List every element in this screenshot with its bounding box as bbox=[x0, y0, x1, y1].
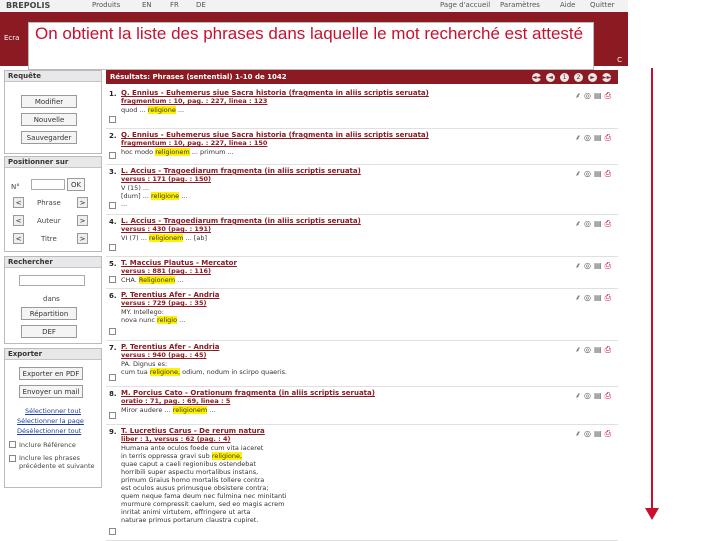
search-hit: Religionem bbox=[138, 276, 176, 284]
include-reference-checkbox[interactable] bbox=[9, 441, 16, 448]
text-after: ... primum ... bbox=[189, 148, 234, 156]
sentence-line bbox=[121, 508, 250, 516]
result-number: 1. bbox=[109, 90, 117, 98]
author-label: Auteur bbox=[37, 217, 61, 225]
document-icon[interactable]: ▤ bbox=[594, 91, 605, 100]
text-before: ... bbox=[121, 200, 128, 208]
dans-label: dans bbox=[43, 295, 60, 303]
panel-title: Rechercher bbox=[5, 257, 101, 268]
result-icons bbox=[575, 132, 614, 143]
phrase-label: Phrase bbox=[37, 199, 61, 207]
result-icons bbox=[575, 260, 614, 271]
panel-rechercher bbox=[4, 256, 102, 344]
result-icons bbox=[575, 390, 614, 401]
text-before: est oculos ausus primusque obsistere contra; bbox=[121, 484, 269, 492]
text-before: murmure compressit caelum, sed eo magis acrem bbox=[121, 500, 285, 508]
result-number: 9. bbox=[109, 428, 117, 436]
number-label: N° bbox=[11, 183, 20, 191]
page-2-button[interactable]: 2 bbox=[574, 73, 583, 82]
result-reference-link[interactable]: P. Terentius Afer - Andria bbox=[121, 291, 220, 299]
text-before: hoc modo bbox=[121, 148, 156, 156]
number-input[interactable] bbox=[31, 179, 65, 190]
page-1-button[interactable]: 1 bbox=[560, 73, 569, 82]
document-icon[interactable]: ▤ bbox=[594, 429, 605, 438]
result-number: 3. bbox=[109, 168, 117, 176]
result-number: 8. bbox=[109, 390, 117, 398]
result-icons bbox=[575, 218, 614, 229]
pdf-icon[interactable]: ⎙ bbox=[604, 391, 614, 400]
repartition-button[interactable]: Répartition bbox=[21, 307, 77, 320]
result-icons bbox=[575, 344, 614, 355]
save-button[interactable]: Sauvegarder bbox=[21, 131, 77, 144]
nav-en[interactable]: EN bbox=[142, 1, 152, 9]
deselect-all-link[interactable]: Désélectionner tout bbox=[17, 427, 82, 435]
last-page-button[interactable]: ►► bbox=[602, 74, 612, 81]
result-location-link[interactable]: fragmentum : 10, pag. : 227, linea : 150 bbox=[121, 139, 268, 147]
text-before: Miror audere ... bbox=[121, 406, 173, 414]
document-icon[interactable]: ▤ bbox=[594, 169, 605, 178]
sentence-line bbox=[121, 360, 167, 368]
send-mail-button[interactable]: Envoyer un mail bbox=[19, 385, 83, 398]
result-location-link[interactable]: versus : 881 (pag. : 116) bbox=[121, 267, 211, 275]
text-before: MY. Intellego: bbox=[121, 308, 164, 316]
result-checkbox[interactable] bbox=[109, 152, 116, 159]
include-context-label: Inclure les phrases précédente et suivante bbox=[19, 454, 95, 470]
text-before: V (15) ... bbox=[121, 184, 150, 192]
search-hit: religionem bbox=[155, 148, 190, 156]
sentence-line bbox=[121, 200, 127, 208]
text-before: PA. Dignus es: bbox=[121, 360, 168, 368]
next-author-button[interactable]: > bbox=[77, 215, 88, 226]
text-before: cum tua bbox=[121, 368, 150, 376]
panel-exporter bbox=[4, 348, 102, 488]
next-page-button[interactable]: ► bbox=[588, 73, 597, 82]
document-icon[interactable]: ▤ bbox=[594, 293, 605, 302]
tree-icon[interactable]: ⸙ bbox=[575, 345, 585, 354]
text-before: quod ... bbox=[121, 106, 148, 114]
result-row bbox=[106, 88, 618, 129]
pdf-icon[interactable]: ⎙ bbox=[604, 261, 614, 270]
sidebar bbox=[4, 70, 102, 540]
text-after: ... [ab] bbox=[183, 234, 207, 242]
search-hit: religione, bbox=[211, 452, 243, 460]
prev-page-button[interactable]: ◄ bbox=[546, 73, 555, 82]
compass-icon[interactable]: ◎ bbox=[584, 345, 595, 354]
search-input[interactable] bbox=[19, 275, 85, 286]
result-row bbox=[106, 342, 618, 387]
result-checkbox[interactable] bbox=[109, 528, 116, 535]
scroll-arrow-line bbox=[651, 68, 653, 512]
new-button[interactable]: Nouvelle bbox=[21, 113, 77, 126]
result-row bbox=[106, 166, 618, 215]
result-checkbox[interactable] bbox=[109, 374, 116, 381]
text-before: quae caput a caeli regionibus ostendebat bbox=[121, 460, 256, 468]
pdf-icon[interactable]: ⎙ bbox=[604, 219, 614, 228]
tree-icon[interactable]: ⸙ bbox=[575, 133, 585, 142]
result-reference-link[interactable]: Q. Ennius - Euhemerus siue Sacra historia (fragmenta in aliis scriptis seruata) bbox=[121, 131, 429, 139]
panel-title: Exporter bbox=[5, 349, 101, 360]
pdf-icon[interactable]: ⎙ bbox=[604, 133, 614, 142]
next-phrase-button[interactable]: > bbox=[77, 197, 88, 208]
results-header-label: Résultats: Phrases (sentential) 1-10 de 1042 bbox=[110, 73, 287, 81]
result-icons bbox=[575, 168, 614, 179]
first-page-button[interactable]: ◄◄ bbox=[532, 74, 542, 81]
tree-icon[interactable]: ⸙ bbox=[575, 429, 585, 438]
sentence-line bbox=[121, 492, 286, 500]
select-all-link[interactable]: Sélectionner tout bbox=[25, 407, 82, 415]
result-number: 5. bbox=[109, 260, 117, 268]
result-row bbox=[106, 258, 618, 289]
document-icon[interactable]: ▤ bbox=[594, 133, 605, 142]
results-panel bbox=[106, 70, 618, 540]
export-pdf-button[interactable]: Exporter en PDF bbox=[19, 367, 83, 380]
panel-title: Requête bbox=[5, 71, 101, 82]
select-page-link[interactable]: Sélectionner la page bbox=[17, 417, 84, 425]
result-checkbox[interactable] bbox=[109, 412, 116, 419]
result-reference-link[interactable]: L. Accius - Tragoediarum fragmenta (in aliis scriptis seruata) bbox=[121, 217, 361, 225]
result-row bbox=[106, 388, 618, 425]
text-after: ... bbox=[177, 316, 186, 324]
result-location-link[interactable]: fragmentum : 10, pag. : 227, linea : 123 bbox=[121, 97, 268, 105]
nav-help[interactable]: Aide bbox=[560, 1, 576, 9]
search-hit: religione bbox=[150, 192, 180, 200]
text-after: ... bbox=[175, 276, 184, 284]
ok-button[interactable]: OK bbox=[67, 178, 85, 191]
result-location-link[interactable]: versus : 940 (pag. : 45) bbox=[121, 351, 207, 359]
search-hit: religionem bbox=[148, 234, 184, 242]
result-row bbox=[106, 216, 618, 257]
result-location-link[interactable]: versus : 171 (pag. : 150) bbox=[121, 175, 211, 183]
text-after: ... bbox=[207, 406, 216, 414]
compass-icon[interactable]: ◎ bbox=[584, 169, 595, 178]
sentence-line bbox=[121, 316, 185, 324]
panel-title: Positionner sur bbox=[5, 157, 101, 168]
prev-title-button[interactable]: < bbox=[13, 233, 24, 244]
result-row bbox=[106, 290, 618, 341]
scroll-arrow-head bbox=[645, 508, 659, 520]
result-number: 6. bbox=[109, 292, 117, 300]
sentence-line bbox=[121, 106, 184, 114]
text-before: naturae primus portarum claustra cupiret. bbox=[121, 516, 259, 524]
sentence-line bbox=[121, 368, 287, 376]
sentence-line bbox=[121, 184, 149, 192]
compass-icon[interactable]: ◎ bbox=[584, 261, 595, 270]
sentence-line bbox=[121, 460, 256, 468]
text-before: inritat animi virtutem, effringere ut arta bbox=[121, 508, 251, 516]
result-checkbox[interactable] bbox=[109, 202, 116, 209]
sentence-line bbox=[121, 452, 242, 460]
result-row bbox=[106, 426, 618, 541]
prev-author-button[interactable]: < bbox=[13, 215, 24, 226]
header-right-label: C bbox=[617, 56, 622, 64]
compass-icon[interactable]: ◎ bbox=[584, 91, 595, 100]
document-icon[interactable]: ▤ bbox=[594, 391, 605, 400]
prev-phrase-button[interactable]: < bbox=[13, 197, 24, 208]
next-title-button[interactable]: > bbox=[77, 233, 88, 244]
result-number: 4. bbox=[109, 218, 117, 226]
document-icon[interactable]: ▤ bbox=[594, 219, 605, 228]
search-hit: religio bbox=[157, 316, 178, 324]
title-label: Titre bbox=[41, 235, 57, 243]
header-left-label: Ecra bbox=[4, 34, 20, 42]
tree-icon[interactable]: ⸙ bbox=[575, 219, 585, 228]
result-checkbox[interactable] bbox=[109, 116, 116, 123]
result-location-link[interactable]: versus : 729 (pag. : 35) bbox=[121, 299, 207, 307]
text-after: ... bbox=[179, 192, 188, 200]
nav-home[interactable]: Page d'accueil bbox=[440, 1, 491, 9]
result-reference-link[interactable]: L. Accius - Tragoediarum fragmenta (in aliis scriptis seruata) bbox=[121, 167, 361, 175]
tree-icon[interactable]: ⸙ bbox=[575, 91, 585, 100]
result-reference-link[interactable]: Q. Ennius - Euhemerus siue Sacra historia (fragmenta in aliis scriptis seruata) bbox=[121, 89, 429, 97]
pdf-icon[interactable]: ⎙ bbox=[604, 169, 614, 178]
compass-icon[interactable]: ◎ bbox=[584, 219, 595, 228]
panel-positionner bbox=[4, 156, 102, 252]
pdf-icon[interactable]: ⎙ bbox=[604, 293, 614, 302]
result-checkbox[interactable] bbox=[109, 328, 116, 335]
result-icons bbox=[575, 292, 614, 303]
tree-icon[interactable]: ⸙ bbox=[575, 391, 585, 400]
sentence-line bbox=[121, 476, 264, 484]
compass-icon[interactable]: ◎ bbox=[584, 133, 595, 142]
text-before: VI (7) ... bbox=[121, 234, 149, 242]
sentence-line bbox=[121, 192, 187, 200]
compass-icon[interactable]: ◎ bbox=[584, 429, 595, 438]
text-after: odium, nodum in scirpo quaeris. bbox=[180, 368, 288, 376]
text-after: ... bbox=[175, 106, 185, 114]
document-icon[interactable]: ▤ bbox=[594, 345, 605, 354]
brepolis-logo: BREPOLIS bbox=[6, 1, 51, 10]
sentence-line bbox=[121, 468, 258, 476]
tree-icon[interactable]: ⸙ bbox=[575, 169, 585, 178]
result-location-link[interactable]: oratio : 71, pag. : 69, linea : 5 bbox=[121, 397, 231, 405]
sentence-line bbox=[121, 308, 164, 316]
text-before: nova nunc bbox=[121, 316, 157, 324]
result-icons bbox=[575, 90, 614, 101]
sentence-line bbox=[121, 276, 183, 284]
include-context-checkbox[interactable] bbox=[9, 455, 16, 462]
sentence-line bbox=[121, 444, 263, 452]
nav-fr[interactable]: FR bbox=[170, 1, 179, 9]
nav-settings[interactable]: Paramètres bbox=[500, 1, 540, 9]
results-header bbox=[106, 70, 618, 84]
sentence-line bbox=[121, 484, 269, 492]
result-reference-link[interactable]: P. Terentius Afer - Andria bbox=[121, 343, 220, 351]
tree-icon[interactable]: ⸙ bbox=[575, 293, 585, 302]
nav-quit[interactable]: Quitter bbox=[590, 1, 615, 9]
pdf-icon[interactable]: ⎙ bbox=[604, 345, 614, 354]
text-before: CHA. bbox=[121, 276, 139, 284]
text-before: quem neque fama deum nec fulmina nec minitanti bbox=[121, 492, 287, 500]
text-before: [dum] ... bbox=[121, 192, 151, 200]
text-before: in terris oppressa gravi sub bbox=[121, 452, 212, 460]
nav-produits[interactable]: Produits bbox=[92, 1, 121, 9]
result-location-link[interactable]: liber : 1, versus : 62 (pag. : 4) bbox=[121, 435, 231, 443]
text-before: horribili super aspectu mortalibus instans, bbox=[121, 468, 259, 476]
nav-de[interactable]: DE bbox=[196, 1, 206, 9]
document-icon[interactable]: ▤ bbox=[594, 261, 605, 270]
slide-title: On obtient la liste des phrases dans laquelle le mot recherché est attesté bbox=[28, 22, 594, 70]
compass-icon[interactable]: ◎ bbox=[584, 293, 595, 302]
result-reference-link[interactable]: M. Porcius Cato - Orationum fragmenta (in aliis scriptis seruata) bbox=[121, 389, 375, 397]
sentence-line bbox=[121, 234, 207, 242]
search-hit: religione bbox=[147, 106, 176, 114]
result-location-link[interactable]: versus : 430 (pag. : 191) bbox=[121, 225, 211, 233]
pdf-icon[interactable]: ⎙ bbox=[604, 429, 614, 438]
def-button[interactable]: DEF bbox=[21, 325, 77, 338]
sentence-line bbox=[121, 500, 284, 508]
sentence-line bbox=[121, 406, 216, 414]
include-reference-label: Inclure Référence bbox=[19, 441, 76, 449]
result-number: 2. bbox=[109, 132, 117, 140]
sentence-line bbox=[121, 148, 234, 156]
result-reference-link[interactable]: T. Maccius Plautus - Mercator bbox=[121, 259, 237, 267]
search-hit: religione, bbox=[149, 368, 181, 376]
tree-icon[interactable]: ⸙ bbox=[575, 261, 585, 270]
result-checkbox[interactable] bbox=[109, 244, 116, 251]
result-reference-link[interactable]: T. Lucretius Carus - De rerum natura bbox=[121, 427, 265, 435]
result-checkbox[interactable] bbox=[109, 276, 116, 283]
search-hit: religionem bbox=[172, 406, 208, 414]
result-icons bbox=[575, 428, 614, 439]
result-number: 7. bbox=[109, 344, 117, 352]
text-before: primum Graius homo mortalis tollere contra bbox=[121, 476, 265, 484]
pdf-icon[interactable]: ⎙ bbox=[604, 91, 614, 100]
compass-icon[interactable]: ◎ bbox=[584, 391, 595, 400]
sentence-line bbox=[121, 516, 258, 524]
panel-requete bbox=[4, 70, 102, 154]
text-before: Humana ante oculos foede cum vita iaceret bbox=[121, 444, 264, 452]
result-row bbox=[106, 130, 618, 165]
modify-button[interactable]: Modifier bbox=[21, 95, 77, 108]
